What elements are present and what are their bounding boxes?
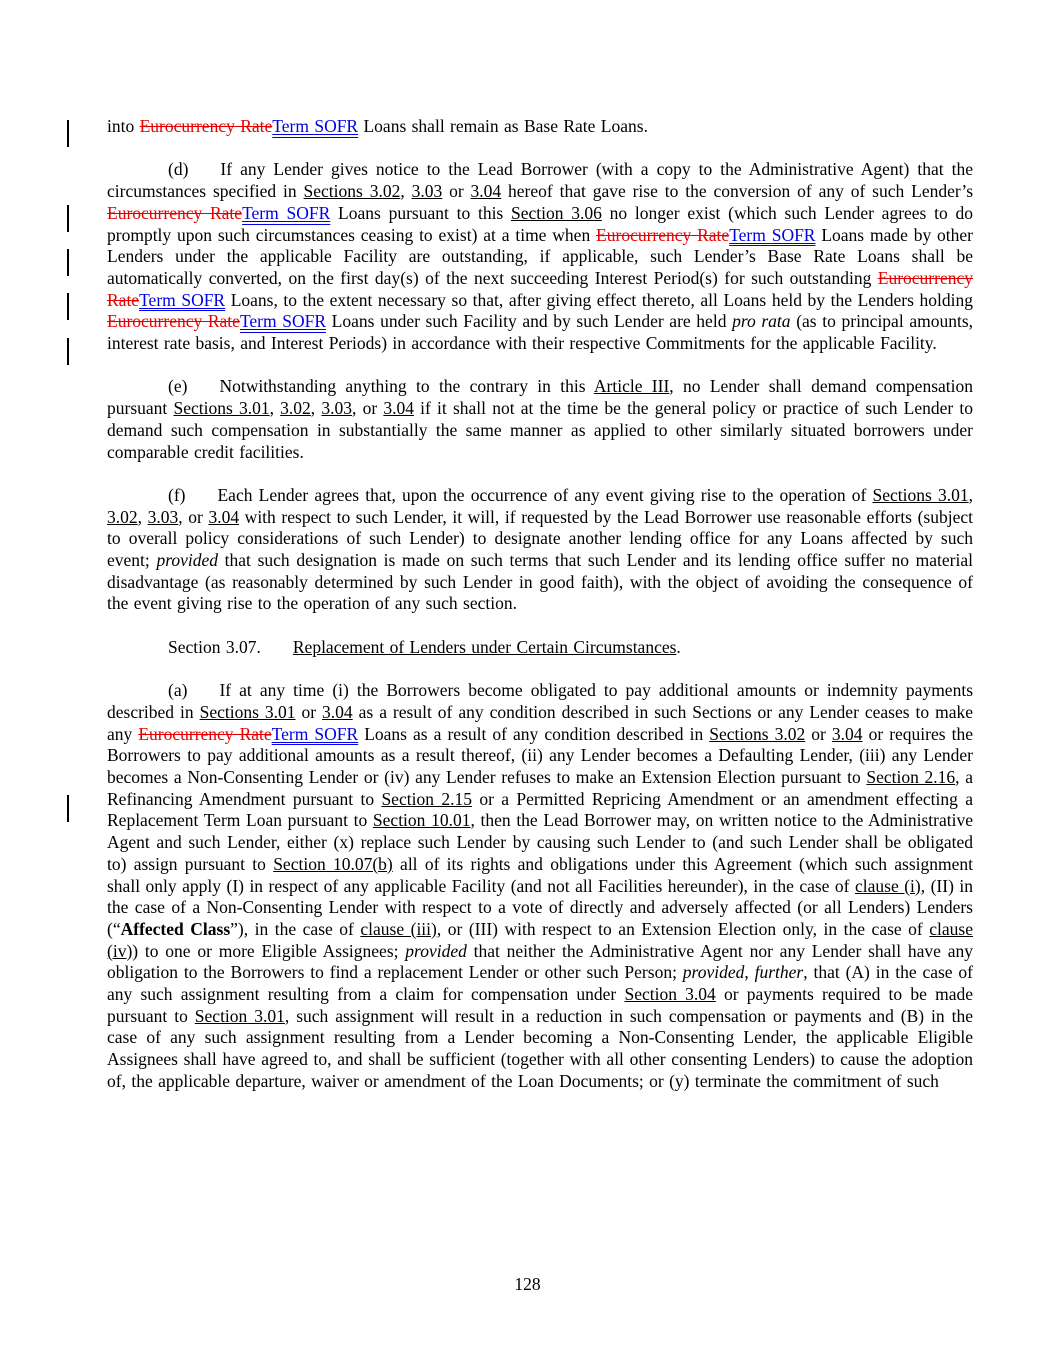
text-run: (a) bbox=[168, 680, 188, 701]
underlined-reference: 3.02 bbox=[280, 398, 311, 419]
text-run: hereof that gave rise to the conversion of any of such Lender’s bbox=[501, 181, 974, 202]
bold-text: Affected Class bbox=[120, 918, 231, 939]
text-run: or a Permitted Repricing Amendment or an amendment effecting a Replacement Term Loan pursuant to bbox=[107, 788, 973, 831]
text-run: or bbox=[442, 181, 471, 202]
underlined-reference: Sections 3.02 bbox=[303, 181, 401, 202]
text-run: if it shall not at the time be the general policy or practice of such Lender to demand such compensation in substantially the same manner as applied to other similarly situated borrowers under comparable credit facilities. bbox=[107, 398, 974, 462]
underlined-reference: Sections 3.01 bbox=[872, 484, 969, 505]
italic-text: provided bbox=[156, 550, 218, 571]
paragraph-e bbox=[107, 376, 973, 463]
text-run: (f) bbox=[168, 484, 186, 505]
underlined-reference: Section 3.01 bbox=[194, 1005, 285, 1026]
underlined-reference: 3.04 bbox=[383, 398, 414, 419]
underlined-reference: 3.03 bbox=[147, 506, 179, 527]
italic-text: pro rata bbox=[732, 311, 791, 332]
underlined-reference: Article III bbox=[593, 376, 670, 397]
text-run: If at any time (i) the Borrowers become obligated to pay additional amounts or indemnity payments described in bbox=[107, 680, 973, 722]
text-run: (e) bbox=[168, 376, 188, 397]
underlined-reference: clause (iv) bbox=[107, 918, 973, 961]
underlined-reference: 3.04 bbox=[322, 701, 353, 722]
italic-text: provided bbox=[682, 962, 745, 983]
text-run: , bbox=[137, 506, 148, 527]
text-run: Notwithstanding anything to the contrary in this bbox=[219, 376, 594, 397]
underlined-reference: Section 3.04 bbox=[624, 984, 716, 1005]
underlined-reference: Section 10.01 bbox=[372, 810, 471, 831]
text-run: Loans pursuant to this bbox=[330, 202, 512, 223]
underlined-reference: clause (iii) bbox=[360, 918, 437, 939]
text-run: , bbox=[400, 181, 412, 202]
underlined-reference: Sections 3.01 bbox=[173, 398, 270, 419]
text-run: into bbox=[107, 116, 140, 136]
text-run: or bbox=[805, 723, 832, 744]
text-run: that such designation is made on such terms that such Lender and its lending office suffer no material disadvantage (as reasonably determined by such Lender in good faith), with the object of avoiding the consequence of the event giving rise to the operation of any such section. bbox=[107, 550, 974, 614]
text-run: , that (A) in the case of any such assignment resulting from a claim for compensation under bbox=[107, 962, 974, 1005]
text-run: Loans, to the extent necessary so that, after giving effect thereto, all Loans held by the Lenders holding bbox=[225, 289, 973, 310]
text-run: ) to one or more Eligible Assignees; bbox=[132, 940, 406, 961]
deleted-text: Eurocurrency Rate bbox=[138, 723, 272, 744]
revision-change-bar bbox=[67, 205, 69, 232]
inserted-text: Term SOFR bbox=[139, 289, 226, 310]
revision-change-bar bbox=[67, 120, 69, 147]
text-run: , bbox=[310, 398, 322, 419]
paragraph-a bbox=[107, 680, 973, 1092]
text-run: , no Lender shall demand compensation pursuant bbox=[107, 376, 973, 419]
text-run: , or bbox=[352, 398, 384, 419]
underlined-reference: Section 3.06 bbox=[511, 202, 602, 223]
text-run: or payments required to be made pursuant to bbox=[107, 984, 973, 1026]
underlined-reference: 3.04 bbox=[208, 506, 240, 527]
text-run: , a Refinancing Amendment pursuant to bbox=[107, 767, 973, 809]
text-run: If any Lender gives notice to the Lead Borrower (with a copy to the Administrative Agent) that the circumstances specified in bbox=[107, 159, 973, 202]
deleted-text: Eurocurrency Rate bbox=[596, 224, 730, 245]
underlined-reference: Replacement of Lenders under Certain Circumstances bbox=[292, 636, 677, 657]
underlined-reference: 3.03 bbox=[411, 181, 443, 202]
revision-change-bar bbox=[67, 795, 69, 822]
text-run: , bbox=[744, 962, 755, 983]
underlined-reference: 3.04 bbox=[831, 723, 863, 744]
text-run: no longer exist (which such Lender agrees to do promptly upon such circumstances ceasing to exist) at a time when bbox=[107, 202, 974, 245]
deleted-text: Eurocurrency Rate bbox=[107, 267, 973, 310]
underlined-reference: Sections 3.02 bbox=[709, 723, 806, 744]
text-run: Loans made by other Lenders under the applicable Facility are outstanding, if applicable, such Lender’s Base Rate Loans shall be automatically converted, on the first day(s) of the next succeeding Interest Period(s) for such outstanding bbox=[107, 224, 974, 288]
text-run: , such assignment will result in a reduction in such compensation or payments and (B) in the case of any such assignment resulting from a Lender becoming a Non-Consenting Lender, the applicable Eligible Assignees shall have agreed to, and shall be sufficient (together with all other consenting Lenders) to cause the adoption of, the applicable departure, waiver or amendment of the Loan Documents; or (y) terminate the commitment of such bbox=[107, 1005, 973, 1091]
text-run: Loans as a result of any condition described in bbox=[358, 723, 710, 744]
underlined-reference: clause (i) bbox=[855, 875, 921, 896]
inserted-text: Term SOFR bbox=[272, 116, 359, 136]
text-run: , bbox=[269, 398, 281, 419]
text-run: , bbox=[968, 484, 974, 505]
text-run: or bbox=[295, 701, 323, 722]
deleted-text: Eurocurrency Rate bbox=[107, 202, 243, 223]
text-run: (d) bbox=[168, 159, 189, 180]
text-run: Section 3.07. bbox=[168, 636, 261, 657]
inserted-text: Term SOFR bbox=[271, 723, 359, 744]
revision-change-bar bbox=[67, 249, 69, 276]
revision-change-bar bbox=[67, 338, 69, 365]
text-run: with respect to such Lender, it will, if requested by the Lead Borrower use reasonable efforts (subject to overall policy considerations of such Lender) to designate another lending office for any Loans affected by such event; bbox=[107, 506, 974, 571]
revision-change-bar bbox=[67, 293, 69, 320]
paragraph-continuation bbox=[107, 116, 973, 138]
text-run: ”), in the case of bbox=[230, 918, 361, 939]
inserted-text: Term SOFR bbox=[242, 202, 331, 223]
inserted-text: Term SOFR bbox=[239, 311, 327, 332]
italic-text: further bbox=[754, 962, 804, 983]
text-run: or requires the Borrowers to pay additional amounts as a result thereof, (ii) any Lender becomes a Defaulting Lender, (iii) any Lender becomes a Non-Consenting Lender or (iv) any Lender refuses to make an Extension Election pursuant to bbox=[107, 723, 973, 788]
italic-text: provided bbox=[405, 940, 467, 961]
underlined-reference: 3.03 bbox=[321, 398, 352, 419]
underlined-reference: 3.04 bbox=[470, 181, 502, 202]
section-3-07-heading bbox=[107, 637, 973, 659]
page-number: 128 bbox=[514, 1274, 541, 1294]
page-content bbox=[107, 116, 973, 1114]
text-run: (as to principal amounts, interest rate basis, and Interest Periods) in accordance with their respective Commitments for the applicable Facility. bbox=[107, 311, 974, 354]
underlined-reference: 3.02 bbox=[107, 506, 138, 527]
text-run: , then the Lead Borrower may, on written notice to the Administrative Agent and such Lender, either (x) replace such Lender by causing such Lender to (and such Lender shall be obligated to) assign pursuant to bbox=[107, 810, 974, 874]
underlined-reference: Section 10.07(b) bbox=[273, 853, 393, 874]
text-run: , or bbox=[178, 506, 209, 527]
paragraph-f bbox=[107, 485, 973, 615]
text-run: Each Lender agrees that, upon the occurrence of any event giving rise to the operation of bbox=[217, 484, 873, 505]
underlined-reference: Sections 3.01 bbox=[199, 701, 296, 722]
underlined-reference: Section 2.16 bbox=[866, 767, 956, 788]
text-run: . bbox=[676, 636, 681, 657]
paragraph-d bbox=[107, 159, 973, 354]
text-run: all of its rights and obligations under this Agreement (which such assignment shall only apply (I) in respect of any applicable Facility (and not all Facilities hereunder), in the case of bbox=[107, 853, 973, 896]
text-run: , (II) in the case of a Non-Consenting Lender with respect to a vote of directly and adversely affected (or all Lenders) Lenders (“ bbox=[107, 875, 973, 939]
inserted-text: Term SOFR bbox=[729, 224, 816, 245]
text-run: as a result of any condition described in such Sections or any Lender ceases to make any bbox=[107, 701, 974, 744]
deleted-text: Eurocurrency Rate bbox=[139, 116, 273, 136]
deleted-text: Eurocurrency Rate bbox=[107, 311, 240, 332]
text-run: , or (III) with respect to an Extension Election only, in the case of bbox=[436, 918, 930, 939]
text-run: Loans shall remain as Base Rate Loans. bbox=[358, 116, 648, 136]
underlined-reference: Section 2.15 bbox=[381, 788, 472, 809]
text-run: Loans under such Facility and by such Lender are held bbox=[326, 311, 733, 332]
text-run: that neither the Administrative Agent nor any Lender shall have any obligation to the Borrowers to find a replacement Lender or other such Person; bbox=[107, 940, 973, 983]
